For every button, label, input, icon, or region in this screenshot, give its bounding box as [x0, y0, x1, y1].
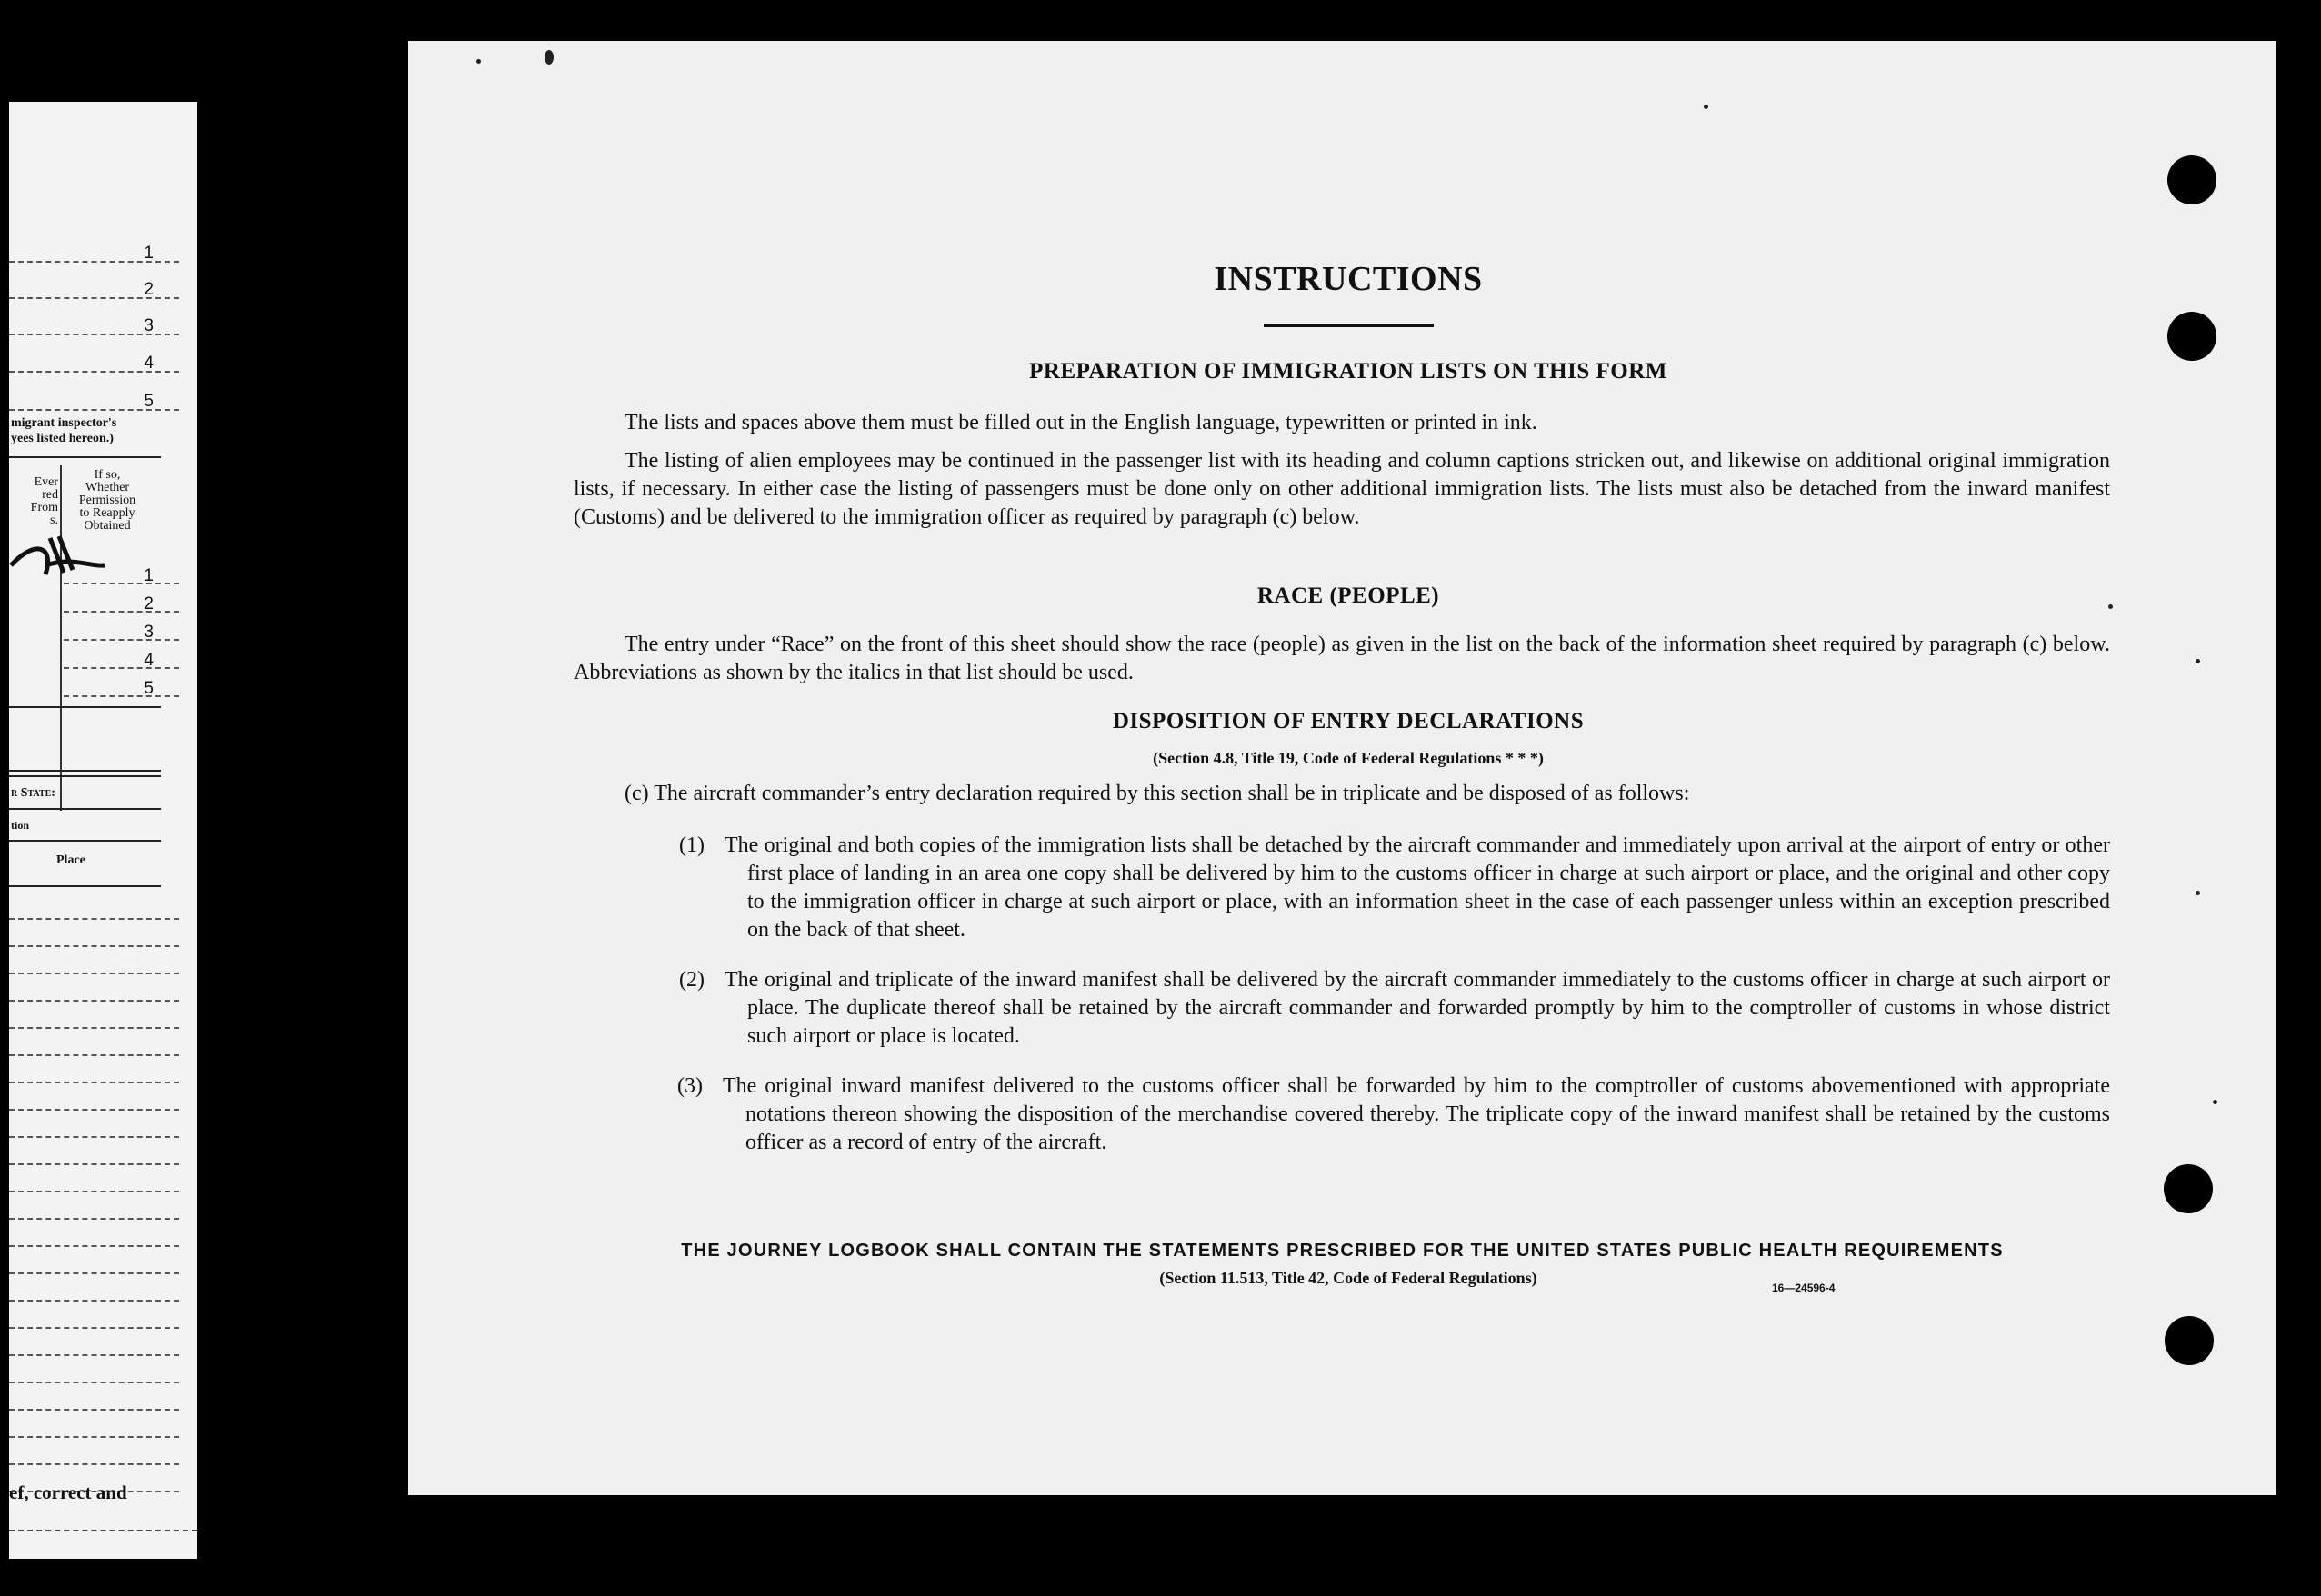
dotted-line [9, 1382, 179, 1383]
dotted-line [9, 1409, 179, 1411]
dotted-line [9, 1054, 179, 1056]
dotted-line [64, 611, 179, 613]
dotted-line [9, 1218, 179, 1220]
speck [2196, 891, 2200, 895]
rule [9, 840, 161, 842]
list-item [679, 966, 2110, 1051]
dotted-line [9, 1000, 179, 1002]
paragraph: The listing of alien employees may be continued in the passenger list with its heading and column captions stricken out, and likewise on additional original immigration lists, if necessary. In either case the listing of passengers must be done only on other additional immigration lists. The lists must also be detached from the inward manifest (Customs) and be delivered to the immigration officer as required by paragraph (c) below. [574, 449, 2110, 529]
dotted-line [9, 1109, 179, 1111]
section-heading-preparation: PREPARATION OF IMMIGRATION LISTS ON THIS FORM [1029, 359, 1667, 384]
dotted-line [9, 945, 179, 947]
dotted-line [9, 1300, 179, 1302]
inspector-note: migrant inspector's yees listed hereon.) [11, 416, 117, 445]
column-header-permission: If so, Whether Permission to Reapply Obtained [78, 468, 136, 533]
item-text: The original inward manifest delivered to the customs officer shall be forwarded by him to the comptroller of customs abovementioned with appropriate notations thereon showing the disposition of the merchandise covered thereby. The triplicate copy of the inward manifest shall be retained by the customs officer as a record of entry of the aircraft. [723, 1074, 2110, 1154]
section-heading-race: RACE (PEOPLE) [1256, 584, 1440, 608]
list-item [679, 832, 2110, 944]
row-number: 5 [144, 679, 154, 698]
dotted-line [64, 583, 179, 584]
dotted-line [9, 1082, 179, 1083]
row-number: 4 [144, 354, 154, 373]
dotted-line [9, 1272, 179, 1274]
item-text: The original and both copies of the immigration lists shall be detached by the aircraft commander and immediately upon arrival at the airport of entry or other first place of landing in an area one copy shall be delivered by him to the customs officer in charge at such airport or place, and the original and other copy to the immigration officer in charge at such airport or place, with an information sheet in the case of each passenger unless within an exception prescribed on the back of that sheet. [725, 833, 2110, 942]
punch-hole [2165, 1316, 2214, 1365]
dotted-line [9, 1136, 179, 1138]
speck [2196, 659, 2200, 663]
tion-label: tion [11, 819, 30, 832]
dotted-line [9, 1027, 179, 1029]
item-label: (1) [679, 833, 705, 857]
rule [9, 706, 161, 708]
footer-citation: (Section 11.513, Title 42, Code of Federal Regulations) [1159, 1269, 1537, 1287]
dotted-line [9, 973, 179, 974]
speck [1704, 105, 1708, 109]
dotted-line [9, 1191, 179, 1192]
row-number: 3 [144, 623, 154, 642]
form-number: 16—24596-4 [1772, 1282, 1836, 1294]
rule [9, 456, 161, 458]
place-label: Place [56, 853, 85, 867]
speck [2213, 1100, 2217, 1104]
row-number: 2 [144, 594, 154, 613]
dotted-line [9, 1245, 179, 1247]
handwritten-mark [9, 529, 109, 584]
dotted-line [64, 695, 179, 697]
rule [9, 885, 161, 887]
section-citation: (Section 4.8, Title 19, Code of Federal Regulations * * *) [1153, 749, 1544, 767]
dotted-line [9, 1327, 179, 1329]
speck [476, 59, 481, 64]
dotted-line [9, 1436, 179, 1438]
state-label: r State: [11, 786, 55, 800]
row-number: 5 [144, 392, 154, 411]
row-number: 4 [144, 651, 154, 670]
rule [9, 770, 161, 772]
punch-hole [2164, 1164, 2213, 1213]
list-item [677, 1072, 2110, 1157]
paragraph-c: (c) The aircraft commander’s entry declaration required by this section shall be in triplicate and be disposed of as follows: [625, 782, 1690, 805]
row-number: 2 [144, 280, 154, 299]
dotted-line [64, 639, 179, 641]
dotted-line [9, 1463, 179, 1465]
paragraph: The entry under “Race” on the front of this sheet should show the race (people) as given in the list on the back of the information sheet required by paragraph (c) below. Abbreviations as shown by the italics in that list should be used. [574, 633, 2110, 684]
page-title: INSTRUCTIONS [1214, 260, 1483, 298]
paragraph: The lists and spaces above them must be filled out in the English language, typewritten or printed in ink. [625, 411, 1537, 434]
rule [9, 808, 161, 810]
item-label: (2) [679, 968, 705, 992]
instructions-page [408, 41, 2276, 1495]
dotted-line [9, 918, 179, 920]
dotted-line [9, 1530, 197, 1531]
section-heading-disposition: DISPOSITION OF ENTRY DECLARATIONS [1112, 709, 1585, 733]
certification-text: ef, correct and [9, 1481, 127, 1503]
row-number: 1 [144, 566, 154, 585]
column-header-ever: Ever red From s. [30, 475, 58, 527]
dotted-line [9, 1354, 179, 1356]
item-label: (3) [677, 1074, 703, 1098]
speck [545, 50, 554, 65]
adjoining-page-strip [9, 102, 197, 1559]
dotted-line [64, 667, 179, 669]
footer-statement: THE JOURNEY LOGBOOK SHALL CONTAIN THE STATEMENTS PRESCRIBED FOR THE UNITED STATES PUBLIC HEALTH REQUIREMENTS [681, 1241, 2004, 1261]
punch-hole [2167, 155, 2216, 204]
row-number: 1 [144, 244, 154, 263]
punch-hole [2167, 312, 2216, 361]
row-number: 3 [144, 316, 154, 335]
dotted-line [9, 1163, 179, 1165]
rule [9, 775, 161, 777]
title-underline [1264, 324, 1434, 327]
item-text: The original and triplicate of the inward manifest shall be delivered by the aircraft commander immediately to the customs officer in charge at such airport or place. The duplicate thereof shall be retained by the aircraft commander and forwarded promptly by him to the comptroller of customs in whose district such airport or place is located. [725, 968, 2110, 1048]
